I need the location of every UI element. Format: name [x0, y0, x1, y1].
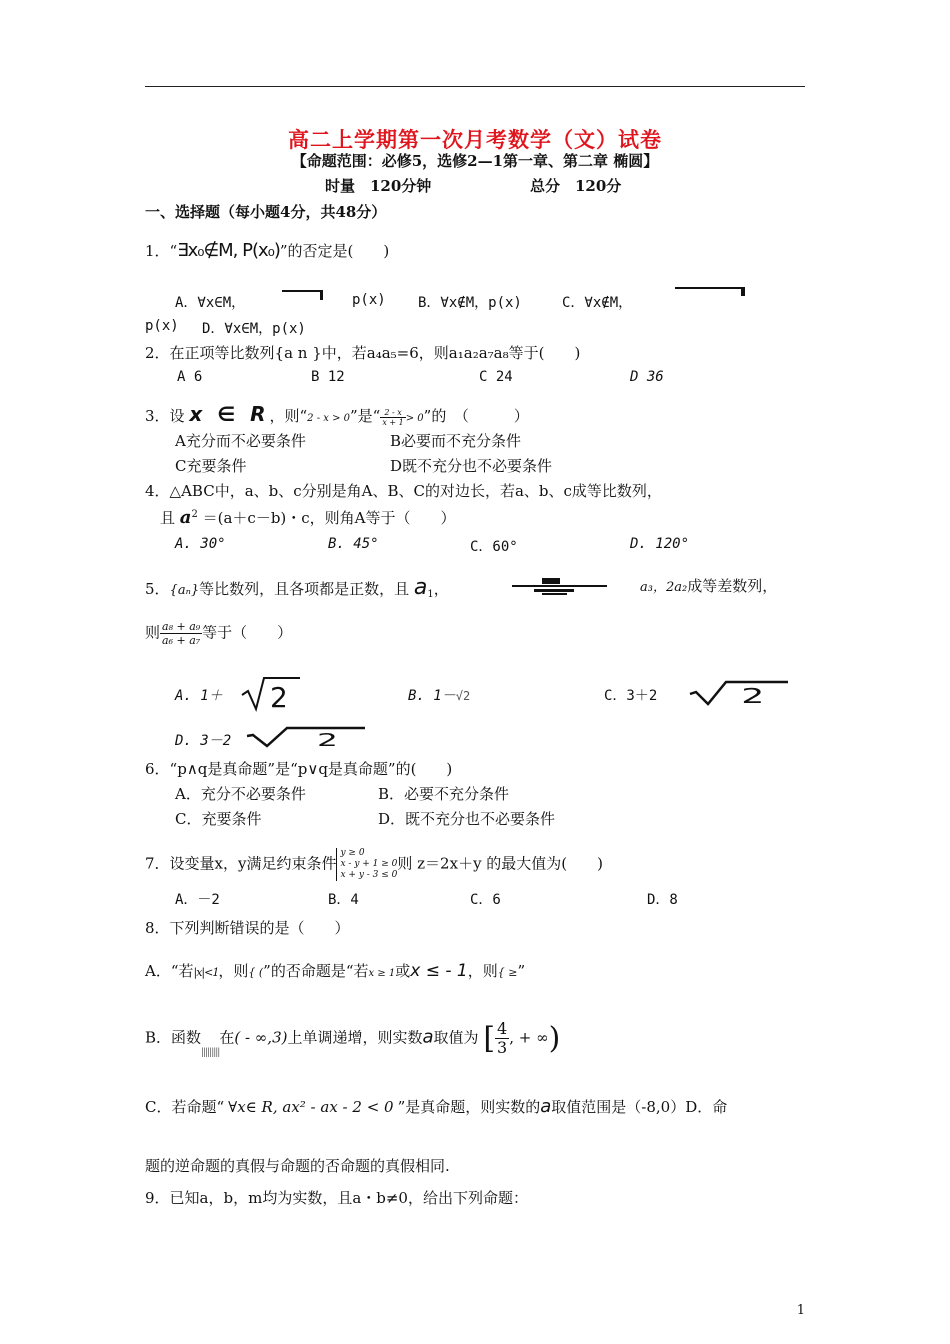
question-4-line1: 4．△ABC中，a、b、c分别是角A、B、C的对边长，若a、b、c成等比数列，: [145, 482, 662, 500]
q1-option-d: D．∀x∈M，p(x): [202, 321, 306, 337]
q6-option-c: C．充要条件: [175, 810, 262, 828]
garbled-math-image-icon: [512, 578, 607, 596]
q8-option-b-fraction: $\frac{4}{3}$: [497, 1019, 508, 1057]
question-9-stem: 9．已知a，b，m均为实数，且a・b≠0，给出下列命题：: [145, 1189, 528, 1207]
q1-option-a-tail: p(x): [352, 292, 386, 308]
q3-mid1: ，则“: [269, 407, 308, 425]
q1-option-c: C．∀x∉M，: [562, 295, 633, 311]
q1-option-c-tail: p(x): [145, 318, 179, 334]
question-4-line2: 且 $a^2 =(a+c-b)$・c，则角A等于（ ）: [160, 507, 456, 528]
q1-prefix: 1．“: [145, 242, 178, 260]
exam-time: 时量 120分钟: [325, 177, 432, 195]
sqrt2-large-icon: [240, 675, 302, 714]
q3-set-math: x ∈ R: [189, 402, 270, 426]
exam-scope: 【命题范围：必修5，选修2—1第一章、第二章 椭圆】: [291, 152, 659, 170]
q8-option-b-right-bracket: ): [548, 1020, 561, 1056]
question-5-line2: [145, 620, 292, 647]
q2-option-a: A 6: [177, 369, 203, 385]
q7-option-a: A．－2: [175, 892, 220, 908]
question-1-stem: [145, 240, 389, 261]
q2-option-b: B 12: [311, 369, 345, 385]
q3-option-c: C充要条件: [175, 457, 247, 475]
q5-a1: a: [413, 575, 428, 600]
q3-prefix: 3．设: [145, 407, 185, 425]
q4-line2-prefix: 且: [160, 509, 176, 527]
q4-a-squared: a: [179, 507, 192, 528]
q8-option-d-line2: 题的逆命题的真假与命题的否命题的真假相同.: [145, 1157, 450, 1175]
q5-line2-prefix: 则: [145, 623, 161, 642]
q3-cond2-frac: $\frac{2 - x}{x + 1}$: [382, 407, 404, 427]
page-number: 1: [796, 1303, 805, 1318]
q8-option-a-garbled-1-icon: |x|<1: [193, 966, 219, 979]
q8-option-a: A．“若|x|<1，则{ (”的否命题是“若x ≥ 1或x ≤ - 1，则{ ≥”: [145, 961, 526, 981]
q3-cond2-rel: > 0: [405, 413, 424, 424]
question-5-stem-end: [640, 575, 777, 596]
section-heading: 一、选择题（每小题4分，共48分）: [145, 203, 387, 221]
q5-option-b: B. 1－√2: [408, 688, 471, 704]
q8-option-c: C．若命题“ ∀x∈ R, ax² - ax - 2 < 0 ”是真命题，则实数的a取值范围是（-8,0）D．命: [145, 1096, 728, 1117]
q5-fraction: $\frac{\text{a₈ + a₉}}{\text{a₆ + a₇}}$: [162, 620, 201, 647]
sqrt2-stretched-icon-d: [245, 726, 367, 751]
q3-option-b: B必要而不充分条件: [390, 432, 522, 450]
exam-title: 高二上学期第一次月考数学（文）试卷: [288, 127, 662, 152]
svg-text:2: 2: [317, 730, 338, 751]
q5-option-c: C．3＋2: [604, 688, 658, 704]
q3-cond1: 2 - x > 0: [307, 413, 350, 424]
q8-option-a-garbled-2-icon: { (: [248, 966, 264, 979]
q5-option-d: D. 3－2: [175, 733, 232, 749]
q3-suffix: ”的 （ ）: [423, 407, 529, 425]
q2-option-d: D 36: [630, 369, 664, 385]
q3-mid2: ”是“: [350, 407, 381, 425]
q4-line2-suffix: ＝(a＋c－b)・c，则角A等于（ ）: [202, 509, 456, 527]
question-6-stem: 6．“p∧q是真命题”是“p∨q是真命题”的( ): [145, 760, 453, 778]
q3-option-d: D既不充分也不必要条件: [390, 457, 553, 475]
q5-line2-suffix: 等于（ ）: [202, 623, 293, 642]
q6-option-a: A．充分不必要条件: [175, 785, 306, 803]
q5-prefix: 5．: [145, 580, 170, 598]
sqrt2-stretched-icon-c: [688, 680, 790, 709]
q8-option-b-garbled-icon: |||||||||: [201, 1047, 220, 1058]
question-8-stem: 8．下列判断错误的是（ ）: [145, 919, 350, 937]
q1-option-a: A．∀x∈M，: [175, 295, 246, 311]
q8-option-b-left-bracket: [: [483, 1020, 496, 1056]
q4-option-c: C．60°: [470, 539, 518, 555]
q4-option-a: A. 30°: [175, 536, 226, 552]
negation-symbol-icon: [282, 290, 322, 292]
q5-option-a: A. 1＋: [175, 688, 223, 704]
q1-suffix: ”的否定是( ): [279, 242, 390, 260]
q1-option-b: B．∀x∉M，p(x): [418, 295, 522, 311]
exam-score: 总分 120分: [530, 177, 622, 195]
q7-option-b: B．4: [328, 892, 359, 908]
question-3-stem: [145, 402, 529, 427]
header-rule: [145, 86, 805, 87]
q7-prefix: 7．设变量x，y满足约束条件: [145, 854, 337, 873]
q8-option-a-garbled-3-icon: { ≥: [497, 966, 518, 979]
q5-a3: a₃，2a₂: [640, 580, 688, 595]
q3-option-a: A充分而不必要条件: [175, 432, 306, 450]
q7-suffix: 则 z＝2x＋y 的最大值为( ): [397, 854, 604, 873]
negation-symbol-icon-2: [675, 287, 743, 289]
q2-option-c: C 24: [479, 369, 513, 385]
q6-option-b: B．必要不充分条件: [378, 785, 510, 803]
q4-option-d: D. 120°: [630, 536, 690, 552]
negation-tick-icon-2: [741, 287, 745, 296]
q6-option-d: D．既不充分也不必要条件: [378, 810, 556, 828]
q7-option-c: C．6: [470, 892, 501, 908]
svg-text:2: 2: [741, 683, 765, 709]
q7-constraint-system: y ≥ 0 x - y + 1 ≥ 0 x + y - 3 ≤ 0: [336, 848, 397, 881]
question-7-stem: [145, 848, 603, 881]
negation-tick-icon: [320, 290, 323, 300]
q1-math: ∃x₀∉M, P(x₀): [177, 240, 280, 261]
q5-seq: {aₙ}: [169, 583, 200, 598]
svg-text:2: 2: [270, 681, 288, 714]
q4-option-b: B. 45°: [328, 536, 379, 552]
q8-option-b: B．函数$_{|||||||||}$在( - ∞,3)上单调递增，则实数a取值为 [ $\frac{4}{3}$ , + ∞): [145, 1019, 561, 1058]
q7-option-d: D．8: [647, 892, 678, 908]
question-2-stem: 2．在正项等比数列{a n }中，若a₄a₅=6，则a₁a₂a₇a₈等于( ): [145, 344, 581, 362]
question-5-stem-start: 5．{aₙ}等比数列，且各项都是正数，且 $a_1$，: [145, 575, 449, 600]
q5-mid: 等比数列，且各项都是正数，且: [199, 580, 410, 598]
q5-suffix: 成等差数列，: [687, 577, 778, 595]
q5-option-b-radical: √2: [455, 689, 471, 703]
